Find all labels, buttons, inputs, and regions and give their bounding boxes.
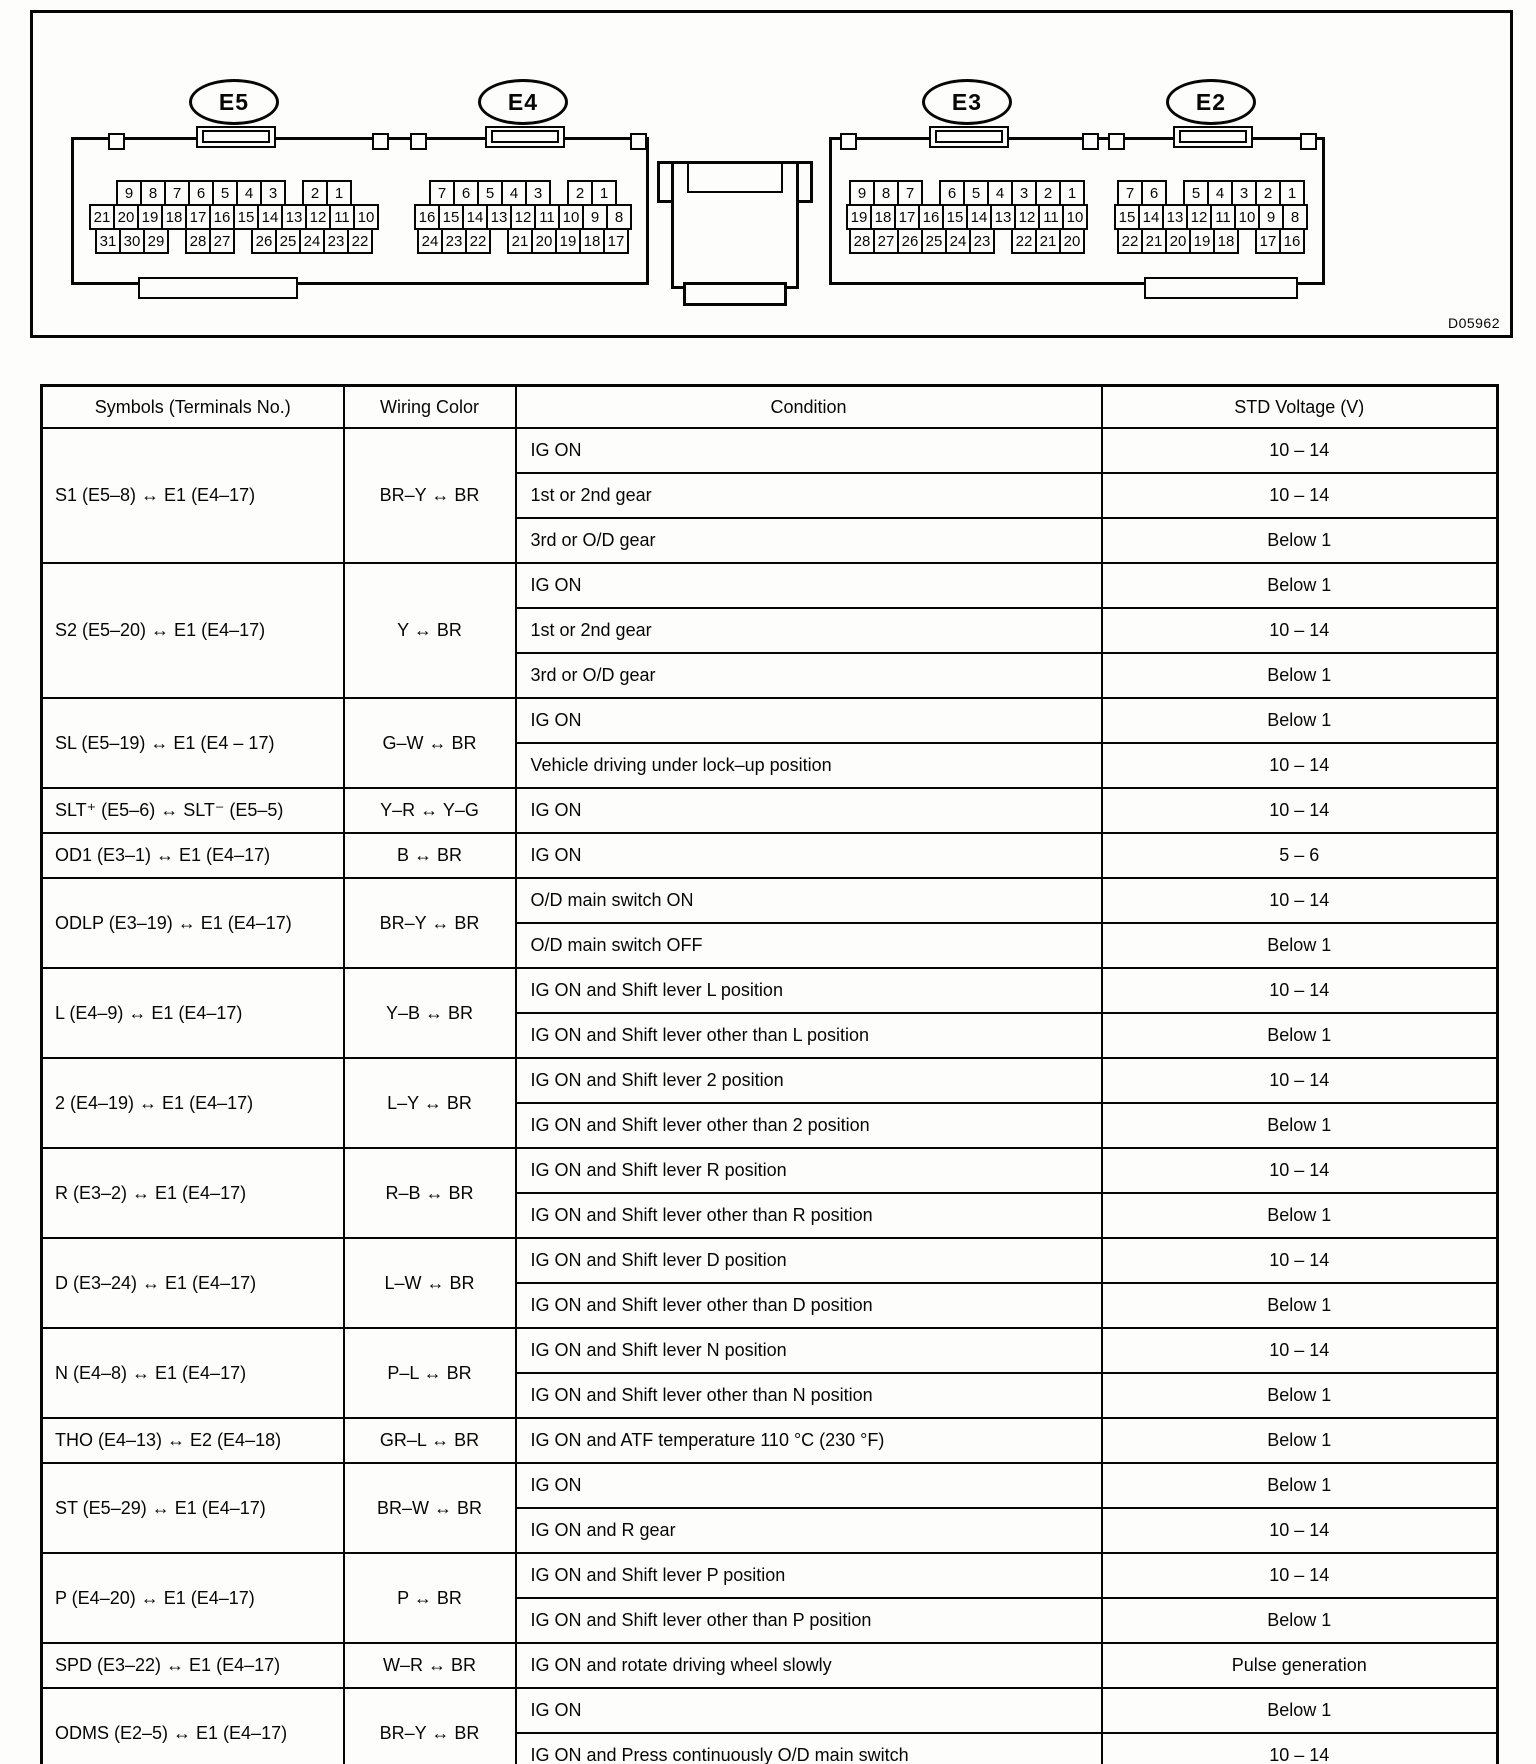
connector-label-e4 [478,79,568,125]
condition-cell: IG ON and Shift lever 2 position [516,1058,1102,1103]
symbol-cell: R (E3–2) ↔ E1 (E4–17) [42,1148,344,1238]
pin-E4-22: 22 [465,228,491,254]
connector-label-text: E4 [507,88,539,115]
mount-tab [1173,126,1253,148]
pin-E5-15: 15 [233,204,259,230]
wiring-color-cell: GR–L ↔ BR [344,1418,516,1463]
condition-cell: IG ON and ATF temperature 110 °C (230 °F) [516,1418,1102,1463]
symbol-cell: ODMS (E2–5) ↔ E1 (E4–17) [42,1688,344,1764]
voltage-cell: 10 – 14 [1102,1238,1498,1283]
pin-E2-10: 10 [1234,204,1260,230]
table-row [42,1418,1498,1463]
pin-E5-29: 29 [143,228,169,254]
wiring-color-cell: R–B ↔ BR [344,1148,516,1238]
pin-row [88,180,380,206]
pin-E3-18: 18 [870,204,896,230]
pin-E5-25: 25 [275,228,301,254]
pin-E3-6: 6 [939,180,965,206]
pin-E2-19: 19 [1189,228,1215,254]
table-row [42,788,1498,833]
symbol-cell: OD1 (E3–1) ↔ E1 (E4–17) [42,833,344,878]
mount-tab [929,126,1009,148]
condition-cell: IG ON [516,428,1102,473]
symbol-cell: P (E4–20) ↔ E1 (E4–17) [42,1553,344,1643]
pin-E3-9: 9 [849,180,875,206]
voltage-cell: Below 1 [1102,1598,1498,1643]
pin-E2-11: 11 [1210,204,1236,230]
symbol-cell: S2 (E5–20) ↔ E1 (E4–17) [42,563,344,698]
col-header-symbols: Symbols (Terminals No.) [42,386,344,429]
mount-peg [630,133,647,150]
ecu-connector-diagram [30,10,1513,338]
wiring-color-cell: Y ↔ BR [344,563,516,698]
pin-E5-7: 7 [164,180,190,206]
center-inner-notch [687,161,783,193]
pin-E5-14: 14 [257,204,283,230]
bottom-tab [138,277,298,299]
symbol-cell: SL (E5–19) ↔ E1 (E4 – 17) [42,698,344,788]
connector-label-text: E5 [218,88,250,115]
pin-row [88,204,380,230]
center-bottom-tab [683,282,787,306]
wiring-color-cell: L–Y ↔ BR [344,1058,516,1148]
pin-E3-24: 24 [945,228,971,254]
col-header-voltage: STD Voltage (V) [1102,386,1498,429]
pin-row [846,228,1088,254]
pin-E4-1: 1 [591,180,617,206]
wiring-color-cell: G–W ↔ BR [344,698,516,788]
pin-grid-e3 [846,180,1088,254]
connector-housing-right [829,137,1325,285]
pin-E5-11: 11 [329,204,355,230]
symbol-cell: 2 (E4–19) ↔ E1 (E4–17) [42,1058,344,1148]
pin-E2-8: 8 [1282,204,1308,230]
pin-grid-e2 [1114,180,1308,254]
wiring-color-cell: BR–Y ↔ BR [344,1688,516,1764]
condition-cell: IG ON and Shift lever D position [516,1238,1102,1283]
pin-E4-14: 14 [462,204,488,230]
pin-E5-27: 27 [209,228,235,254]
pin-E5-21: 21 [89,204,115,230]
pin-E2-3: 3 [1231,180,1257,206]
pin-E2-6: 6 [1141,180,1167,206]
pin-E3-8: 8 [873,180,899,206]
pin-row [414,204,632,230]
pin-E3-22: 22 [1011,228,1037,254]
pin-E2-15: 15 [1114,204,1140,230]
pin-E5-17: 17 [185,204,211,230]
pin-E5-2: 2 [302,180,328,206]
voltage-cell: Below 1 [1102,1418,1498,1463]
pin-E5-4: 4 [236,180,262,206]
connector-label-text: E3 [951,88,983,115]
voltage-cell: 10 – 14 [1102,1508,1498,1553]
pin-E2-14: 14 [1138,204,1164,230]
center-connector-shape [657,151,813,289]
connector-housing-left [71,137,649,285]
pin-E5-22: 22 [347,228,373,254]
table-row [42,1058,1498,1103]
symbol-cell: N (E4–8) ↔ E1 (E4–17) [42,1328,344,1418]
wiring-color-cell: L–W ↔ BR [344,1238,516,1328]
table-row [42,1238,1498,1283]
voltage-cell: 10 – 14 [1102,743,1498,788]
pin-E3-5: 5 [963,180,989,206]
voltage-cell: 10 – 14 [1102,788,1498,833]
pin-E2-22: 22 [1117,228,1143,254]
pin-E4-5: 5 [477,180,503,206]
voltage-cell: Below 1 [1102,1013,1498,1058]
voltage-cell: 10 – 14 [1102,428,1498,473]
pin-E2-4: 4 [1207,180,1233,206]
table-row [42,1148,1498,1193]
pin-E2-13: 13 [1162,204,1188,230]
condition-cell: IG ON [516,563,1102,608]
pin-row [846,204,1088,230]
figure-code: D05962 [1447,315,1500,331]
pin-grid-e4 [414,180,632,254]
condition-cell: IG ON and Shift lever R position [516,1148,1102,1193]
pin-row [846,180,1088,206]
voltage-cell: Below 1 [1102,1373,1498,1418]
pin-E3-26: 26 [897,228,923,254]
pin-E4-11: 11 [534,204,560,230]
bottom-tab [1144,277,1298,299]
voltage-cell: Below 1 [1102,1283,1498,1328]
pin-E4-18: 18 [579,228,605,254]
pin-E3-1: 1 [1059,180,1085,206]
pin-grid-e5 [88,180,380,254]
condition-cell: Vehicle driving under lock–up position [516,743,1102,788]
table-header-row [42,386,1498,429]
voltage-cell: Below 1 [1102,1193,1498,1238]
symbol-cell: ODLP (E3–19) ↔ E1 (E4–17) [42,878,344,968]
pin-E2-21: 21 [1141,228,1167,254]
condition-cell: IG ON and rotate driving wheel slowly [516,1643,1102,1688]
pin-E3-2: 2 [1035,180,1061,206]
pin-row [88,228,380,254]
table-row [42,1688,1498,1733]
table-row [42,1328,1498,1373]
condition-cell: 1st or 2nd gear [516,473,1102,518]
condition-cell: IG ON and Shift lever other than D position [516,1283,1102,1328]
mount-peg [372,133,389,150]
voltage-cell: 10 – 14 [1102,608,1498,653]
pin-E3-16: 16 [918,204,944,230]
pin-E5-26: 26 [251,228,277,254]
pin-E4-15: 15 [438,204,464,230]
table-row [42,833,1498,878]
pin-E3-11: 11 [1038,204,1064,230]
pin-E5-18: 18 [161,204,187,230]
signal-table-body [42,428,1498,1764]
connector-label-e5 [189,79,279,125]
pin-E4-17: 17 [603,228,629,254]
connector-label-e2 [1166,79,1256,125]
pin-E4-13: 13 [486,204,512,230]
pin-E3-10: 10 [1062,204,1088,230]
pin-E4-3: 3 [525,180,551,206]
voltage-cell: Below 1 [1102,653,1498,698]
pin-E4-7: 7 [429,180,455,206]
condition-cell: IG ON [516,1688,1102,1733]
pin-E5-1: 1 [326,180,352,206]
mount-tab [485,126,565,148]
condition-cell: IG ON [516,833,1102,878]
pin-E5-3: 3 [260,180,286,206]
col-header-wiring: Wiring Color [344,386,516,429]
pin-row [414,228,632,254]
condition-cell: IG ON and Press continuously O/D main switch [516,1733,1102,1764]
condition-cell: IG ON and Shift lever other than R position [516,1193,1102,1238]
wiring-color-cell: W–R ↔ BR [344,1643,516,1688]
pin-E2-2: 2 [1255,180,1281,206]
pin-row [1114,228,1308,254]
pin-E2-17: 17 [1255,228,1281,254]
pin-E5-5: 5 [212,180,238,206]
pin-E3-25: 25 [921,228,947,254]
pin-E4-10: 10 [558,204,584,230]
pin-E2-5: 5 [1183,180,1209,206]
condition-cell: IG ON and Shift lever other than 2 position [516,1103,1102,1148]
voltage-cell: 10 – 14 [1102,968,1498,1013]
pin-E5-12: 12 [305,204,331,230]
pin-E5-10: 10 [353,204,379,230]
voltage-cell: 10 – 14 [1102,1733,1498,1764]
condition-cell: IG ON and Shift lever L position [516,968,1102,1013]
condition-cell: IG ON [516,698,1102,743]
pin-E3-20: 20 [1059,228,1085,254]
mount-peg [1300,133,1317,150]
pin-E2-9: 9 [1258,204,1284,230]
pin-E4-16: 16 [414,204,440,230]
col-header-condition: Condition [516,386,1102,429]
pin-E5-23: 23 [323,228,349,254]
condition-cell: IG ON and Shift lever other than N position [516,1373,1102,1418]
pin-E2-12: 12 [1186,204,1212,230]
mount-peg [1082,133,1099,150]
pin-E2-16: 16 [1279,228,1305,254]
pin-E5-30: 30 [119,228,145,254]
pin-E4-23: 23 [441,228,467,254]
pin-E3-27: 27 [873,228,899,254]
pin-E3-19: 19 [846,204,872,230]
pin-row [1114,180,1308,206]
pin-E3-28: 28 [849,228,875,254]
pin-E2-20: 20 [1165,228,1191,254]
pin-E4-8: 8 [606,204,632,230]
mount-peg [108,133,125,150]
pin-E3-23: 23 [969,228,995,254]
pin-E5-20: 20 [113,204,139,230]
pin-E3-17: 17 [894,204,920,230]
connector-label-text: E2 [1195,88,1227,115]
mount-tab [196,126,276,148]
voltage-cell: 5 – 6 [1102,833,1498,878]
pin-row [1114,204,1308,230]
table-row [42,968,1498,1013]
table-row [42,428,1498,473]
table-row [42,1463,1498,1508]
pin-E2-7: 7 [1117,180,1143,206]
pin-E5-24: 24 [299,228,325,254]
voltage-cell: 10 – 14 [1102,1148,1498,1193]
table-row [42,1643,1498,1688]
condition-cell: IG ON and Shift lever other than L position [516,1013,1102,1058]
wiring-color-cell: P–L ↔ BR [344,1328,516,1418]
condition-cell: IG ON and Shift lever other than P position [516,1598,1102,1643]
voltage-cell: 10 – 14 [1102,878,1498,923]
pin-E3-13: 13 [990,204,1016,230]
symbol-cell: D (E3–24) ↔ E1 (E4–17) [42,1238,344,1328]
connector-label-e3 [922,79,1012,125]
voltage-cell: Below 1 [1102,1688,1498,1733]
symbol-cell: ST (E5–29) ↔ E1 (E4–17) [42,1463,344,1553]
voltage-cell: Below 1 [1102,563,1498,608]
wiring-color-cell: BR–Y ↔ BR [344,428,516,563]
pin-E5-8: 8 [140,180,166,206]
condition-cell: IG ON [516,788,1102,833]
table-row [42,1553,1498,1598]
pin-row [414,180,632,206]
wiring-color-cell: BR–Y ↔ BR [344,878,516,968]
condition-cell: IG ON and R gear [516,1508,1102,1553]
voltage-cell: 10 – 14 [1102,1328,1498,1373]
wiring-color-cell: B ↔ BR [344,833,516,878]
condition-cell: O/D main switch OFF [516,923,1102,968]
pin-E4-4: 4 [501,180,527,206]
symbol-cell: S1 (E5–8) ↔ E1 (E4–17) [42,428,344,563]
condition-cell: 1st or 2nd gear [516,608,1102,653]
pin-E3-14: 14 [966,204,992,230]
mount-peg [410,133,427,150]
wiring-color-cell: Y–B ↔ BR [344,968,516,1058]
voltage-cell: Below 1 [1102,1103,1498,1148]
pin-E5-13: 13 [281,204,307,230]
pin-E5-6: 6 [188,180,214,206]
pin-E3-12: 12 [1014,204,1040,230]
mount-peg [1108,133,1125,150]
pin-E5-9: 9 [116,180,142,206]
terminal-voltage-table [40,384,1499,1764]
voltage-cell: Below 1 [1102,518,1498,563]
pin-E3-21: 21 [1035,228,1061,254]
symbol-cell: SLT⁺ (E5–6) ↔ SLT⁻ (E5–5) [42,788,344,833]
voltage-cell: 10 – 14 [1102,473,1498,518]
condition-cell: 3rd or O/D gear [516,653,1102,698]
pin-E2-1: 1 [1279,180,1305,206]
pin-E2-18: 18 [1213,228,1239,254]
pin-E3-15: 15 [942,204,968,230]
pin-E4-9: 9 [582,204,608,230]
voltage-cell: Below 1 [1102,698,1498,743]
condition-cell: IG ON and Shift lever P position [516,1553,1102,1598]
table-row [42,698,1498,743]
pin-E5-31: 31 [95,228,121,254]
pin-E4-6: 6 [453,180,479,206]
pin-E3-3: 3 [1011,180,1037,206]
symbol-cell: L (E4–9) ↔ E1 (E4–17) [42,968,344,1058]
voltage-cell: Below 1 [1102,923,1498,968]
condition-cell: 3rd or O/D gear [516,518,1102,563]
pin-E5-16: 16 [209,204,235,230]
wiring-color-cell: P ↔ BR [344,1553,516,1643]
voltage-cell: 10 – 14 [1102,1553,1498,1598]
pin-E5-19: 19 [137,204,163,230]
condition-cell: IG ON and Shift lever N position [516,1328,1102,1373]
table-row [42,563,1498,608]
condition-cell: O/D main switch ON [516,878,1102,923]
pin-E4-12: 12 [510,204,536,230]
pin-E4-19: 19 [555,228,581,254]
condition-cell: IG ON [516,1463,1102,1508]
symbol-cell: THO (E4–13) ↔ E2 (E4–18) [42,1418,344,1463]
pin-E3-4: 4 [987,180,1013,206]
table-row [42,878,1498,923]
symbol-cell: SPD (E3–22) ↔ E1 (E4–17) [42,1643,344,1688]
pin-E4-2: 2 [567,180,593,206]
pin-E4-20: 20 [531,228,557,254]
wiring-color-cell: Y–R ↔ Y–G [344,788,516,833]
mount-peg [840,133,857,150]
voltage-cell: 10 – 14 [1102,1058,1498,1103]
pin-E5-28: 28 [185,228,211,254]
wiring-color-cell: BR–W ↔ BR [344,1463,516,1553]
pin-E4-21: 21 [507,228,533,254]
pin-E4-24: 24 [417,228,443,254]
voltage-cell: Below 1 [1102,1463,1498,1508]
pin-E3-7: 7 [897,180,923,206]
voltage-cell: Pulse generation [1102,1643,1498,1688]
